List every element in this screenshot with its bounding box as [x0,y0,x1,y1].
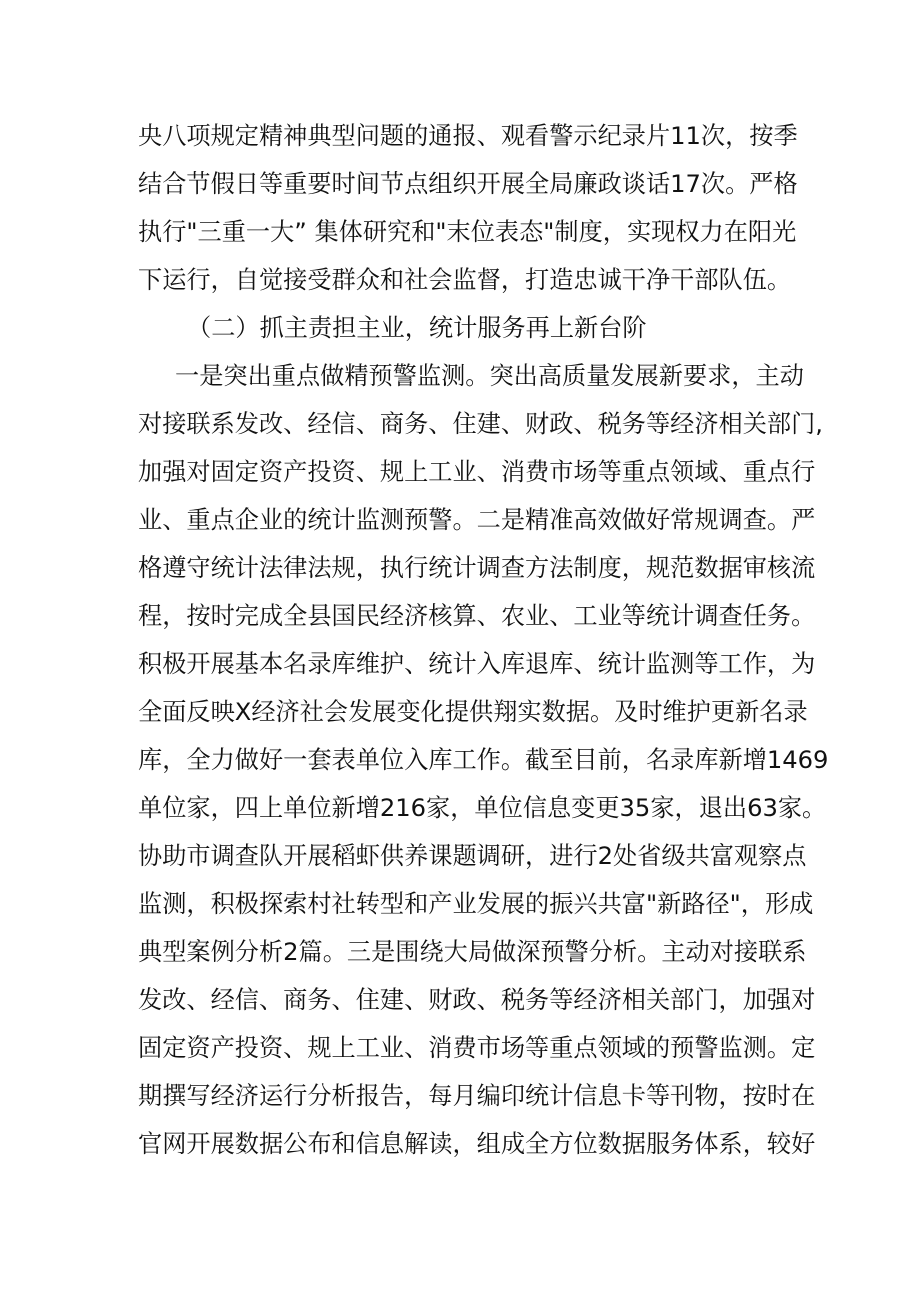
text-line: 对接联系发改、经信、商务、住建、财政、税务等经济相关部门, [138,410,823,438]
text-line: 官网开展数据公布和信息解读，组成全方位数据服务体系，较好 [138,1130,816,1158]
text-line: 央八项规定精神典型问题的通报、观看警示纪录片11次，按季 [138,122,798,150]
text-line: 监测，积极探索村社转型和产业发展的振兴共富"新路径"，形成 [138,890,814,918]
paragraph-first-line: 一是突出重点做精预警监测。突出高质量发展新要求，主动 [175,362,804,390]
text-line: 期撰写经济运行分析报告，每月编印统计信息卡等刊物，按时在 [138,1082,816,1110]
text-line: 固定资产投资、规上工业、消费市场等重点领域的预警监测。定 [138,1034,816,1062]
text-line: 下运行，自觉接受群众和社会监督，打造忠诚干净干部队伍。 [138,266,792,294]
section-heading: （二）抓主责担主业，统计服务再上新台阶 [187,314,647,342]
text-line: 程，按时完成全县国民经济核算、农业、工业等统计调查任务。 [138,602,816,630]
text-line: 发改、经信、商务、住建、财政、税务等经济相关部门，加强对 [138,986,816,1014]
text-line: 格遵守统计法律法规，执行统计调查方法制度，规范数据审核流 [138,554,816,582]
text-line: 协助市调查队开展稻虾供养课题调研，进行2处省级共富观察点 [138,842,807,870]
text-line: 执行"三重一大” 集体研究和"末位表态"制度，实现权力在阳光 [138,218,797,246]
text-line: 业、重点企业的统计监测预警。二是精准高效做好常规调查。严 [138,506,816,534]
text-line: 全面反映X经济社会发展变化提供翔实数据。及时维护更新名录 [138,698,808,726]
text-line: 积极开展基本名录库维护、统计入库退库、统计监测等工作，为 [138,650,816,678]
text-line: 结合节假日等重要时间节点组织开展全局廉政谈话17次。严格 [138,170,798,198]
text-line: 加强对固定资产投资、规上工业、消费市场等重点领域、重点行 [138,458,816,486]
text-line: 库，全力做好一套表单位入库工作。截至目前，名录库新增1469 [138,746,829,774]
text-line: 单位家，四上单位新增216家，单位信息变更35家，退出63家。 [138,794,827,822]
text-line: 典型案例分析2篇。三是围绕大局做深预警分析。主动对接联系 [138,938,807,966]
